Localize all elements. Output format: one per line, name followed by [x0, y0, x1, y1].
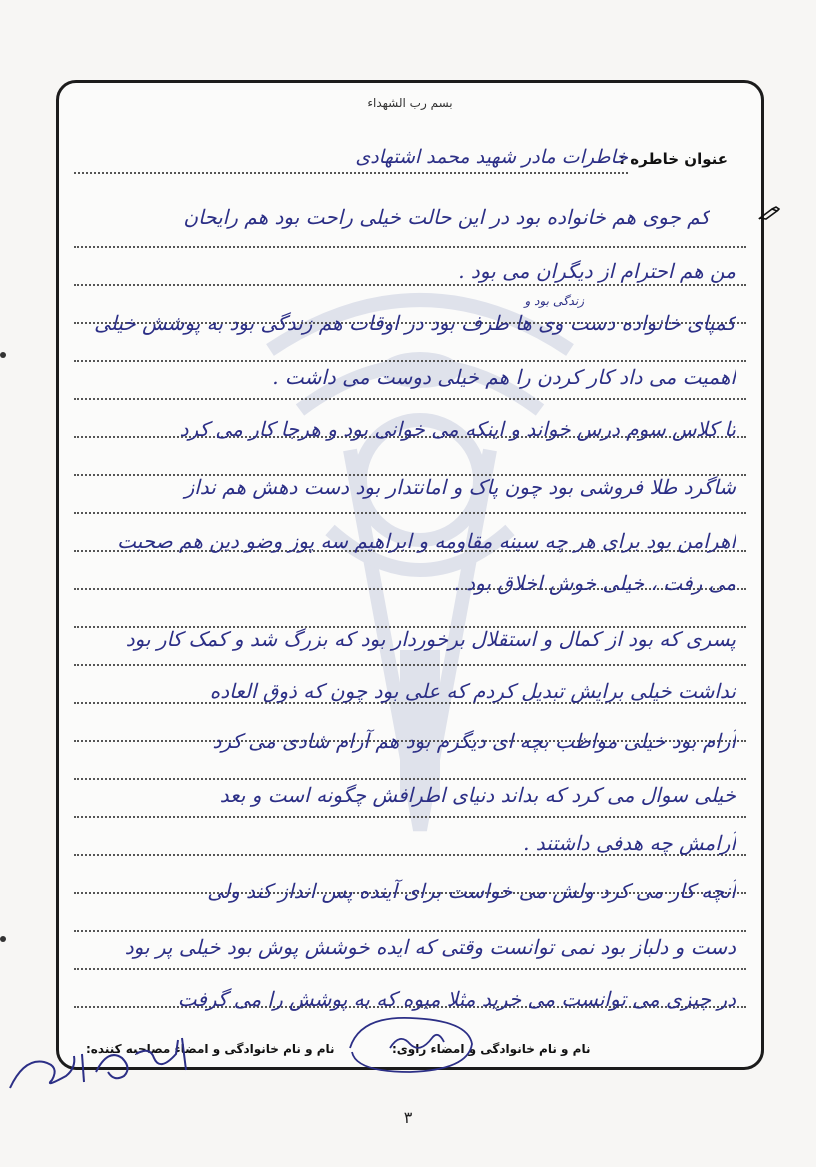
ruled-line — [74, 284, 746, 286]
memoir-line: اهمیت می داد کار کردن را هم خیلی دوست می داشت . — [272, 365, 736, 389]
interviewer-signature — [340, 1008, 480, 1080]
memoir-insert-note: زندگی بود و — [524, 294, 584, 308]
basmala-header: بسم رب الشهداء — [367, 96, 453, 110]
punch-hole-mark — [0, 936, 6, 942]
memoir-line: می رفت ، خیلی خوش اخلاق بود . — [453, 571, 736, 595]
memoir-line: کمپای خانواده دست وی ها طرف بود در اوقات هم زندگی بود به پوشش خیلی — [94, 311, 736, 335]
ruled-line — [74, 360, 746, 362]
memoir-line: نداشت خیلی برایش تبدیل کردم که علی بود چون که ذوق العاده — [209, 679, 736, 703]
ruled-line — [74, 664, 746, 666]
interviewer-signature-label: نام و نام خانوادگی و امضاء مصاحبه کننده: — [86, 1042, 335, 1056]
ruled-line — [74, 398, 746, 400]
memoir-title-label: عنوان خاطره : — [619, 150, 728, 168]
page-number: ۳ — [403, 1108, 413, 1127]
memoir-line: اهرامن بود برای هر چه سینه مقاومه و ابراهیم سه پوز وضو دین هم صحبت — [117, 529, 736, 553]
ruled-line — [74, 512, 746, 514]
pen-icon — [758, 206, 780, 220]
memoir-line: من هم احترام از دیگران می بود . — [458, 259, 736, 283]
memoir-line: خیلی سوال می کرد که بداند دنیای اطرافش چگونه است و بعد — [219, 783, 736, 807]
ruled-line — [74, 968, 746, 970]
punch-hole-mark — [0, 352, 6, 358]
ruled-line — [74, 246, 746, 248]
memoir-line: آرامش چه هدفی داشتند . — [523, 831, 736, 855]
memoir-line: در چیزی می توانست می خرید مثلا میوه که به پوشش را می گرفت — [177, 987, 736, 1011]
memoir-line: تا کلاس سوم درس خواند و اینکه می خوانی بود و هرجا کار می کرد — [179, 417, 736, 441]
memoir-line: آنچه کار می کرد ولش می خواست برای آینده پس انداز کند ولی — [207, 879, 736, 903]
memoir-line: آرام بود خیلی مواظب بچه ای دیگرم بود هم آرام شادی می کرد — [212, 729, 736, 753]
narrator-signature-label: نام و نام خانوادگی و امضاء راوی: — [392, 1042, 591, 1056]
memoir-line: پسری که بود از کمال و استقلال برخوردار بود که بزرگ شد و کمک کار بود — [125, 627, 736, 651]
title-dotted-line — [74, 172, 628, 174]
memoir-title-value: خاطرات مادر شهید محمد اشتهادی — [355, 146, 628, 168]
ruled-line — [74, 816, 746, 818]
ruled-line — [74, 778, 746, 780]
ruled-line — [74, 930, 746, 932]
narrator-signature — [4, 1028, 200, 1092]
memoir-line: شاگرد طلا فروشی بود چون پاک و امانتدار بود دست دهش هم نداز — [184, 475, 736, 499]
memoir-line: دست و دلباز بود نمی توانست وقتی که ایده خوشش پوش بود خیلی پر بود — [124, 935, 736, 959]
memoir-line: کم جوی هم خانواده بود در این حالت خیلی راحت بود هم رایحان — [183, 205, 710, 229]
